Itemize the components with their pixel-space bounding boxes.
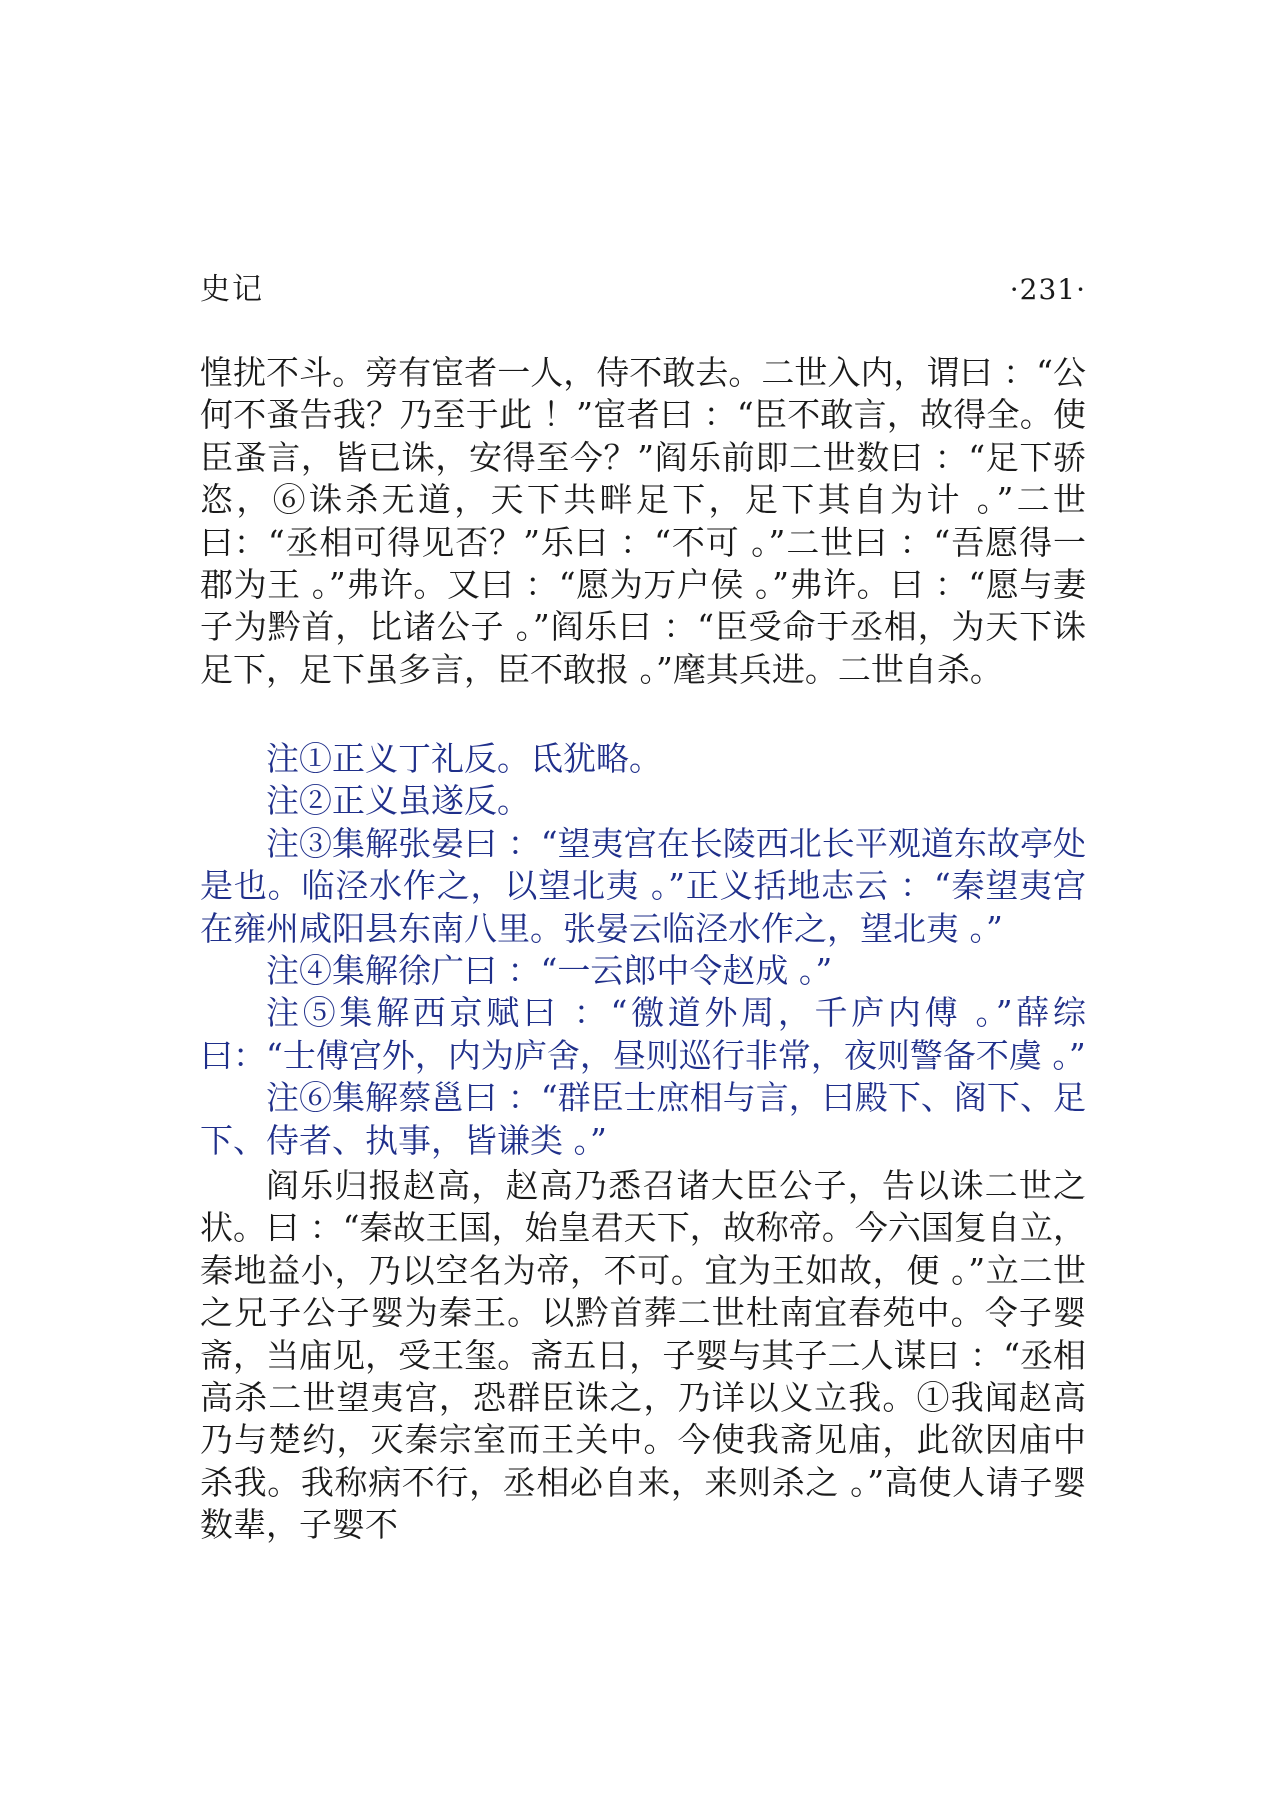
note-2: 注②正义虽遂反。: [266, 781, 530, 821]
annotation-notes: [200, 738, 1086, 1162]
page-number: ·231·: [1009, 273, 1086, 306]
main-text-top: [200, 352, 1086, 691]
note-1: 注①正义丁礼反。氐犹略。: [266, 739, 662, 778]
note-6: 注⑥集解蔡邕曰 ：“群臣士庶相与言，曰殿下、阁下、足下、侍者、执事，皆谦类 。”: [200, 1078, 1086, 1160]
body-paragraph: 惶扰不斗。旁有宦者一人，侍不敢去。二世入内，谓曰 ：“公何不蚤告我？乃至于此 ！”宦者曰 ：“臣不敢言，故得全。使臣蚤言，皆已诛，安得至今？”阎乐前即二世数曰 ：“足下骄恣，⑥诛杀无道，天下共畔足下，足下其自为计 。”二世曰：“丞相可得见否？”乐曰 ：“不可 。”二世曰 ：“吾愿得一郡为王 。”弗许。又曰 ：“愿为万户侯 。”弗许。曰 ：“愿与妻子为黔首，比诸公子 。”阎乐曰 ：“臣受命于丞相，为天下诛足下，足下虽多言，臣不敢报 。”麾其兵进。二世自杀。: [200, 353, 1086, 689]
book-title: 史记: [200, 272, 264, 307]
note-5: 注⑤集解西京赋曰 ：“徼道外周，千庐内傅 。”薛综曰：“士傅宫外，内为庐舍，昼则巡行非常，夜则警备不虞 。”: [200, 993, 1086, 1075]
body-paragraph: 阎乐归报赵高，赵高乃悉召诸大臣公子，告以诛二世之状。曰 ：“秦故王国，始皇君天下，故称帝。今六国复自立，秦地益小，乃以空名为帝，不可。宜为王如故，便 。”立二世之兄子公子婴为秦王。以黔首葬二世杜南宜春苑中。令子婴斋，当庙见，受王玺。斋五日，子婴与其子二人谋曰 ：“丞相高杀二世望夷宫，恐群臣诛之，乃详以义立我。①我闻赵高乃与楚约，灭秦宗室而王关中。今使我斋见庙，此欲因庙中杀我。我称病不行，丞相必自来，来则杀之 。”高使人请子婴数辈，子婴不: [200, 1166, 1086, 1545]
main-text-bottom: [200, 1165, 1086, 1547]
note-3: 注③集解张晏曰 ：“望夷宫在长陵西北长平观道东故亭处是也。临泾水作之，以望北夷 。”正义括地志云 ：“秦望夷宫在雍州咸阳县东南八里。张晏云临泾水作之，望北夷 。”: [200, 823, 1086, 948]
note-4: 注④集解徐广曰 ：“一云郎中令赵成 。”: [266, 951, 833, 991]
running-header: [200, 270, 1086, 310]
